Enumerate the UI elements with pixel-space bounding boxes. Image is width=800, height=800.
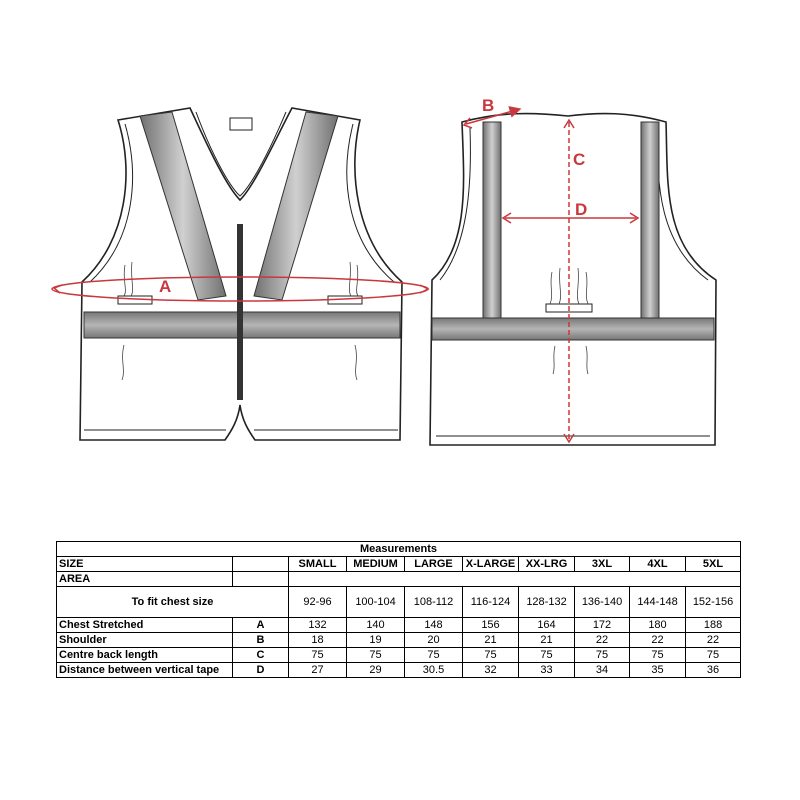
table-cell: 21 xyxy=(519,633,575,648)
table-cell: 34 xyxy=(575,663,630,678)
size-header: MEDIUM xyxy=(347,557,405,572)
size-header: 5XL xyxy=(686,557,741,572)
row-code: A xyxy=(233,618,289,633)
table-cell: 75 xyxy=(686,648,741,663)
table-cell: 148 xyxy=(405,618,463,633)
table-cell: 75 xyxy=(405,648,463,663)
table-cell: 75 xyxy=(519,648,575,663)
table-cell: 32 xyxy=(463,663,519,678)
table-cell: 136-140 xyxy=(575,587,630,618)
fit-chest-row xyxy=(57,587,741,618)
table-row xyxy=(57,618,741,633)
table-cell: 152-156 xyxy=(686,587,741,618)
neck-label xyxy=(230,118,252,130)
table-heading: Measurements xyxy=(57,542,741,557)
back-left-tape xyxy=(483,122,501,318)
row-code: C xyxy=(233,648,289,663)
area-label: AREA xyxy=(57,572,233,587)
table-cell: 35 xyxy=(630,663,686,678)
table-cell: 75 xyxy=(463,648,519,663)
size-header: X-LARGE xyxy=(463,557,519,572)
table-heading-row xyxy=(57,542,741,557)
table-cell: 75 xyxy=(575,648,630,663)
table-cell: 21 xyxy=(463,633,519,648)
size-header: SMALL xyxy=(289,557,347,572)
row-code: B xyxy=(233,633,289,648)
size-header: XX-LRG xyxy=(519,557,575,572)
size-label: SIZE xyxy=(57,557,233,572)
table-cell: 33 xyxy=(519,663,575,678)
table-cell: 188 xyxy=(686,618,741,633)
table-cell: 22 xyxy=(575,633,630,648)
row-label: Chest Stretched xyxy=(57,618,233,633)
row-code: D xyxy=(233,663,289,678)
table-cell: 20 xyxy=(405,633,463,648)
front-vest xyxy=(52,108,428,440)
table-cell: 180 xyxy=(630,618,686,633)
dimension-a-label: A xyxy=(159,277,172,296)
dimension-c-label: C xyxy=(573,150,586,169)
table-cell: 156 xyxy=(463,618,519,633)
table-cell: 30.5 xyxy=(405,663,463,678)
table-cell: 22 xyxy=(686,633,741,648)
dimension-b-label: B xyxy=(482,96,495,115)
front-zipper xyxy=(237,224,243,400)
table-cell: 18 xyxy=(289,633,347,648)
table-row xyxy=(57,648,741,663)
back-right-tape xyxy=(641,122,659,318)
table-cell: 92-96 xyxy=(289,587,347,618)
size-header: LARGE xyxy=(405,557,463,572)
table-cell: 75 xyxy=(347,648,405,663)
size-header: 3XL xyxy=(575,557,630,572)
table-cell: 144-148 xyxy=(630,587,686,618)
table-cell: 29 xyxy=(347,663,405,678)
table-cell: 22 xyxy=(630,633,686,648)
table-cell: 100-104 xyxy=(347,587,405,618)
table-cell: 172 xyxy=(575,618,630,633)
table-row xyxy=(57,633,741,648)
table-cell: 140 xyxy=(347,618,405,633)
table-cell: 108-112 xyxy=(405,587,463,618)
row-label: Distance between vertical tape xyxy=(57,663,233,678)
back-horizontal-tape xyxy=(432,318,714,340)
table-cell: 75 xyxy=(289,648,347,663)
dimension-d-label: D xyxy=(575,200,588,219)
fit-chest-label: To fit chest size xyxy=(57,587,289,618)
row-label: Centre back length xyxy=(57,648,233,663)
table-cell: 116-124 xyxy=(463,587,519,618)
table-cell: 75 xyxy=(630,648,686,663)
table-cell: 164 xyxy=(519,618,575,633)
size-header-row xyxy=(57,557,741,572)
table-cell: 132 xyxy=(289,618,347,633)
area-row xyxy=(57,572,741,587)
table-cell: 19 xyxy=(347,633,405,648)
table-cell: 36 xyxy=(686,663,741,678)
size-chart-table xyxy=(56,541,741,678)
size-header: 4XL xyxy=(630,557,686,572)
table-cell: 128-132 xyxy=(519,587,575,618)
row-label: Shoulder xyxy=(57,633,233,648)
table-cell: 27 xyxy=(289,663,347,678)
back-vest xyxy=(430,96,716,445)
table-row xyxy=(57,663,741,678)
